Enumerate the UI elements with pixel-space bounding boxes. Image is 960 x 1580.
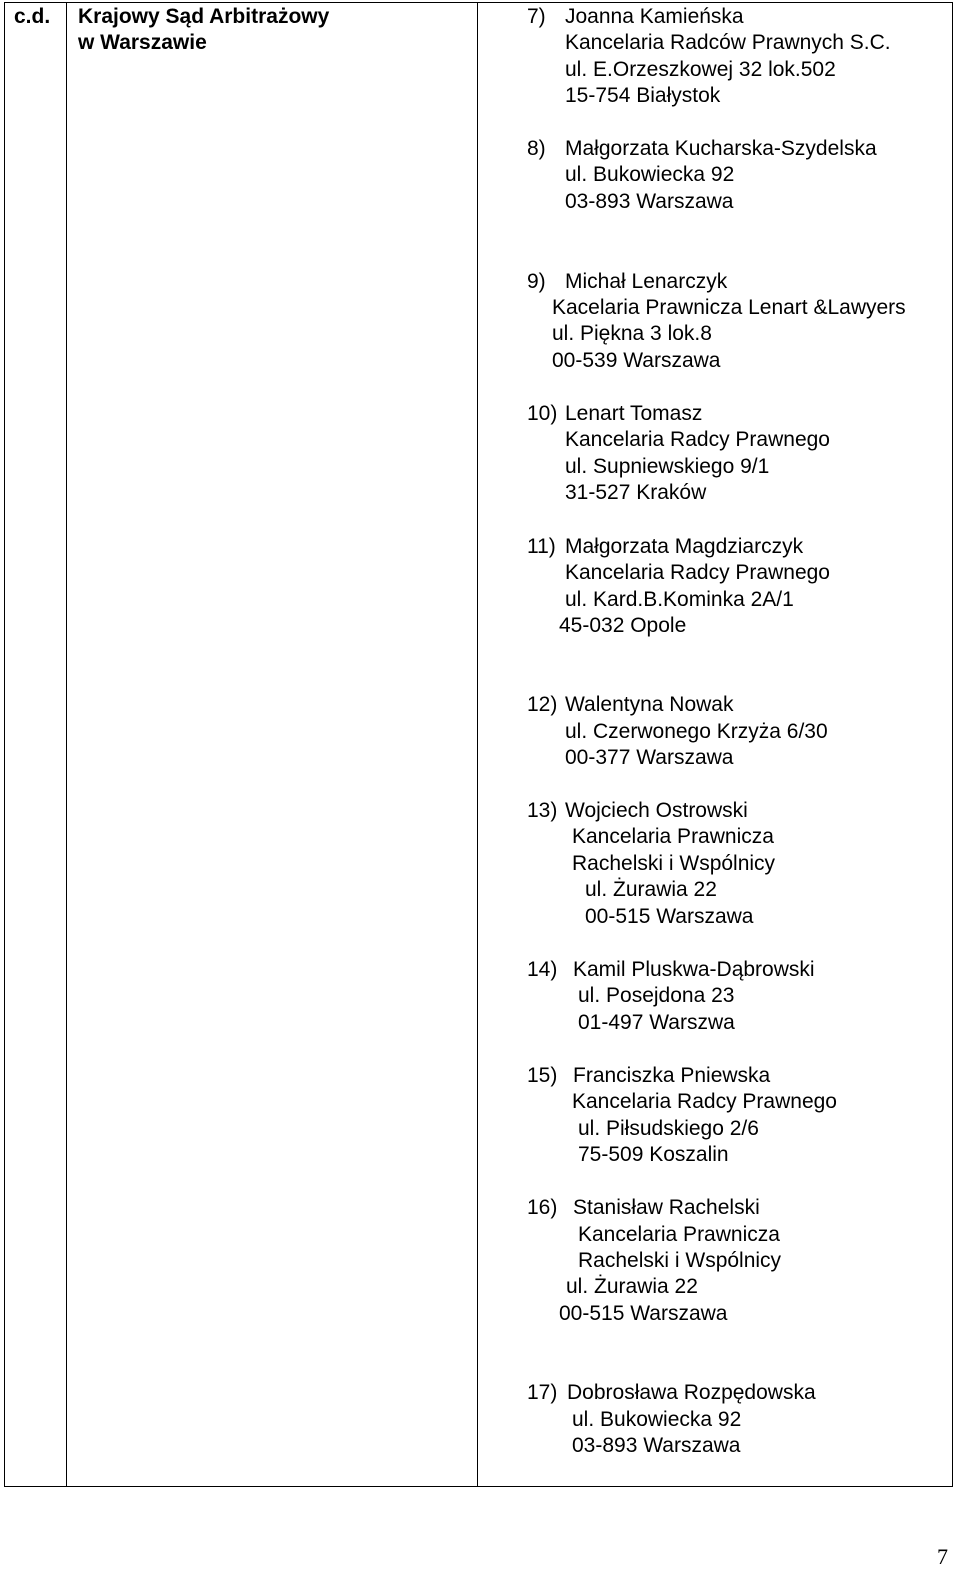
entry-line: Walentyna Nowak (565, 693, 734, 716)
entry-line: ul. Piłsudskiego 2/6 (578, 1117, 759, 1140)
entry-line: 75-509 Koszalin (578, 1143, 729, 1166)
entry-line: 00-377 Warszawa (565, 746, 734, 769)
page-number: 7 (937, 1544, 948, 1569)
entry-line: Kancelaria Radców Prawnych S.C. (565, 31, 891, 54)
entry-line: 00-539 Warszawa (552, 349, 721, 372)
entry-number: 14) (527, 958, 558, 981)
entry-number: 11) (527, 535, 556, 558)
entry-line: Małgorzata Magdziarczyk (565, 535, 804, 558)
entry-line: Małgorzata Kucharska-Szydelska (565, 137, 877, 160)
entry-line: Kancelaria Radcy Prawnego (572, 1090, 837, 1113)
entry-line: ul. E.Orzeszkowej 32 lok.502 (565, 58, 836, 81)
entry-line: ul. Żurawia 22 (566, 1275, 698, 1298)
entry-number: 17) (527, 1381, 558, 1404)
entry-line: Kancelaria Radcy Prawnego (565, 428, 830, 451)
entry-number: 9) (527, 270, 546, 293)
entry-line: ul. Czerwonego Krzyża 6/30 (565, 720, 828, 743)
entry-line: 01-497 Warszwa (578, 1011, 735, 1034)
entry-number: 12) (527, 693, 558, 716)
entry-line: ul. Bukowiecka 92 (572, 1408, 742, 1431)
entry-line: ul. Kard.B.Kominka 2A/1 (565, 588, 794, 611)
entry-line: 03-893 Warszawa (565, 190, 734, 213)
entry-line: 15-754 Białystok (565, 84, 721, 107)
entry-number: 16) (527, 1196, 558, 1219)
entry-line: ul. Bukowiecka 92 (565, 163, 735, 186)
entry-number: 8) (527, 137, 546, 160)
entry-line: ul. Supniewskiego 9/1 (565, 455, 770, 478)
institution-name: Krajowy Sąd Arbitrażowy (78, 5, 330, 28)
entry-line: Kancelaria Prawnicza (578, 1223, 780, 1246)
entry-line: Kamil Pluskwa-Dąbrowski (573, 958, 815, 981)
entry-number: 15) (527, 1064, 558, 1087)
entry-line: Kacelaria Prawnicza Lenart &Lawyers (552, 296, 906, 319)
entry-line: Michał Lenarczyk (565, 270, 728, 293)
entry-number: 13) (527, 799, 558, 822)
entry-line: Franciszka Pniewska (573, 1064, 771, 1087)
institution-city: w Warszawie (78, 31, 207, 54)
column-divider (66, 3, 67, 1486)
entry-line: 03-893 Warszawa (572, 1434, 741, 1457)
entry-line: Lenart Tomasz (565, 402, 703, 425)
entry-line: ul. Piękna 3 lok.8 (552, 322, 712, 345)
entry-line: Kancelaria Prawnicza (572, 825, 774, 848)
entry-line: 31-527 Kraków (565, 481, 707, 504)
entry-line: Dobrosława Rozpędowska (567, 1381, 816, 1404)
entry-number: 10) (527, 402, 558, 425)
entry-line: Rachelski i Wspólnicy (578, 1249, 782, 1272)
entry-line: Stanisław Rachelski (573, 1196, 760, 1219)
entry-line: Rachelski i Wspólnicy (572, 852, 776, 875)
entry-line: 00-515 Warszawa (559, 1302, 728, 1325)
entry-line: ul. Żurawia 22 (585, 878, 717, 901)
row-label: c.d. (14, 5, 51, 28)
entry-number: 7) (527, 5, 546, 28)
entry-line: Kancelaria Radcy Prawnego (565, 561, 830, 584)
column-divider (477, 3, 478, 1486)
entry-line: Joanna Kamieńska (565, 5, 744, 28)
entry-line: ul. Posejdona 23 (578, 984, 735, 1007)
entry-line: 00-515 Warszawa (585, 905, 754, 928)
entry-line: Wojciech Ostrowski (565, 799, 748, 822)
entry-line: 45-032 Opole (559, 614, 687, 637)
